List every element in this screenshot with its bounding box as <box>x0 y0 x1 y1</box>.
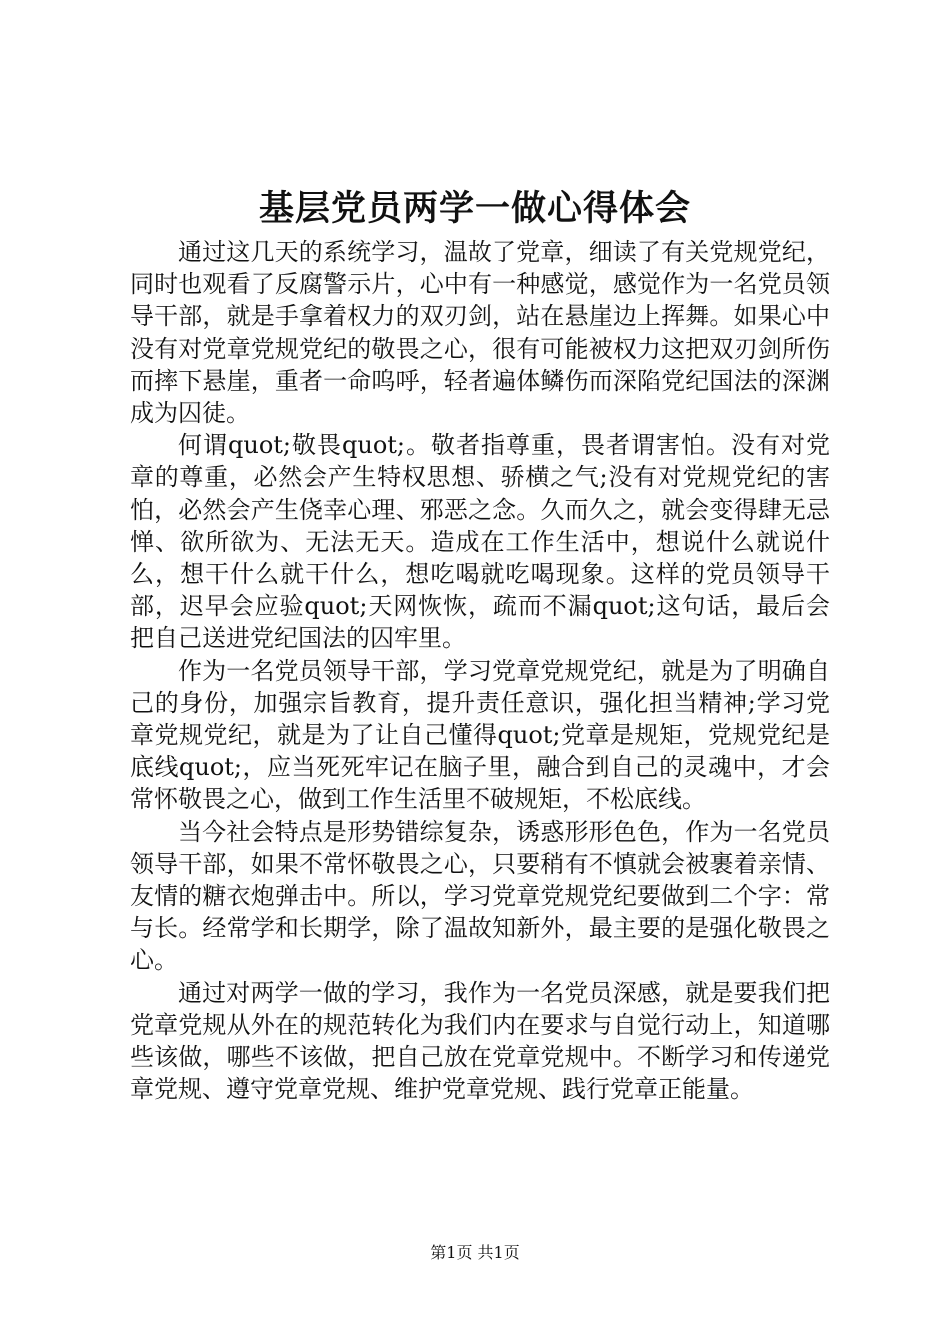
document-body <box>130 236 830 1105</box>
page-footer: 第1页 共1页 <box>430 1243 520 1262</box>
paragraph: 何谓quot;敬畏quot;。敬者指尊重，畏者谓害怕。没有对党章的尊重，必然会产生特权思想、骄横之气;没有对党规党纪的害怕，必然会产生侥幸心理、邪恶之念。久而久之，就会变得肆无忌惮、欲所欲为、无法无天。造成在工作生活中，想说什么就说什么，想干什么就干什么，想吃喝就吃喝现象。这样的党员领导干部，迟早会应验quot;天网恢恢，疏而不漏quot;这句话，最后会把自己送进党纪国法的囚牢里。 <box>130 431 830 653</box>
document-title: 基层党员两学一做心得体会 <box>258 188 691 229</box>
paragraph: 当今社会特点是形势错综复杂，诱惑形形色色，作为一名党员领导干部，如果不常怀敬畏之心，只要稍有不慎就会被裹着亲情、友情的糖衣炮弹击中。所以，学习党章党规党纪要做到二个字：常与长。经常学和长期学，除了温故知新外，最主要的是强化敬畏之心。 <box>130 817 830 975</box>
paragraph: 作为一名党员领导干部，学习党章党规党纪，就是为了明确自己的身份，加强宗旨教育，提升责任意识，强化担当精神;学习党章党规党纪，就是为了让自己懂得quot;党章是规矩，党规党纪是底线quot;，应当死死牢记在脑子里，融合到自己的灵魂中，才会常怀敬畏之心，做到工作生活里不破规矩，不松底线。 <box>130 656 830 814</box>
paragraph: 通过对两学一做的学习，我作为一名党员深感，就是要我们把党章党规从外在的规范转化为我们内在要求与自觉行动上，知道哪些该做，哪些不该做，把自己放在党章党规中。不断学习和传递党章党规、遵守党章党规、维护党章党规、践行党章正能量。 <box>130 978 830 1104</box>
paragraph: 通过这几天的系统学习，温故了党章，细读了有关党规党纪，同时也观看了反腐警示片，心中有一种感觉，感觉作为一名党员领导干部，就是手拿着权力的双刃剑，站在悬崖边上挥舞。如果心中没有对党章党规党纪的敬畏之心，很有可能被权力这把双刃剑所伤而摔下悬崖，重者一命呜呼，轻者遍体鳞伤而深陷党纪国法的深渊成为囚徒。 <box>130 238 830 428</box>
